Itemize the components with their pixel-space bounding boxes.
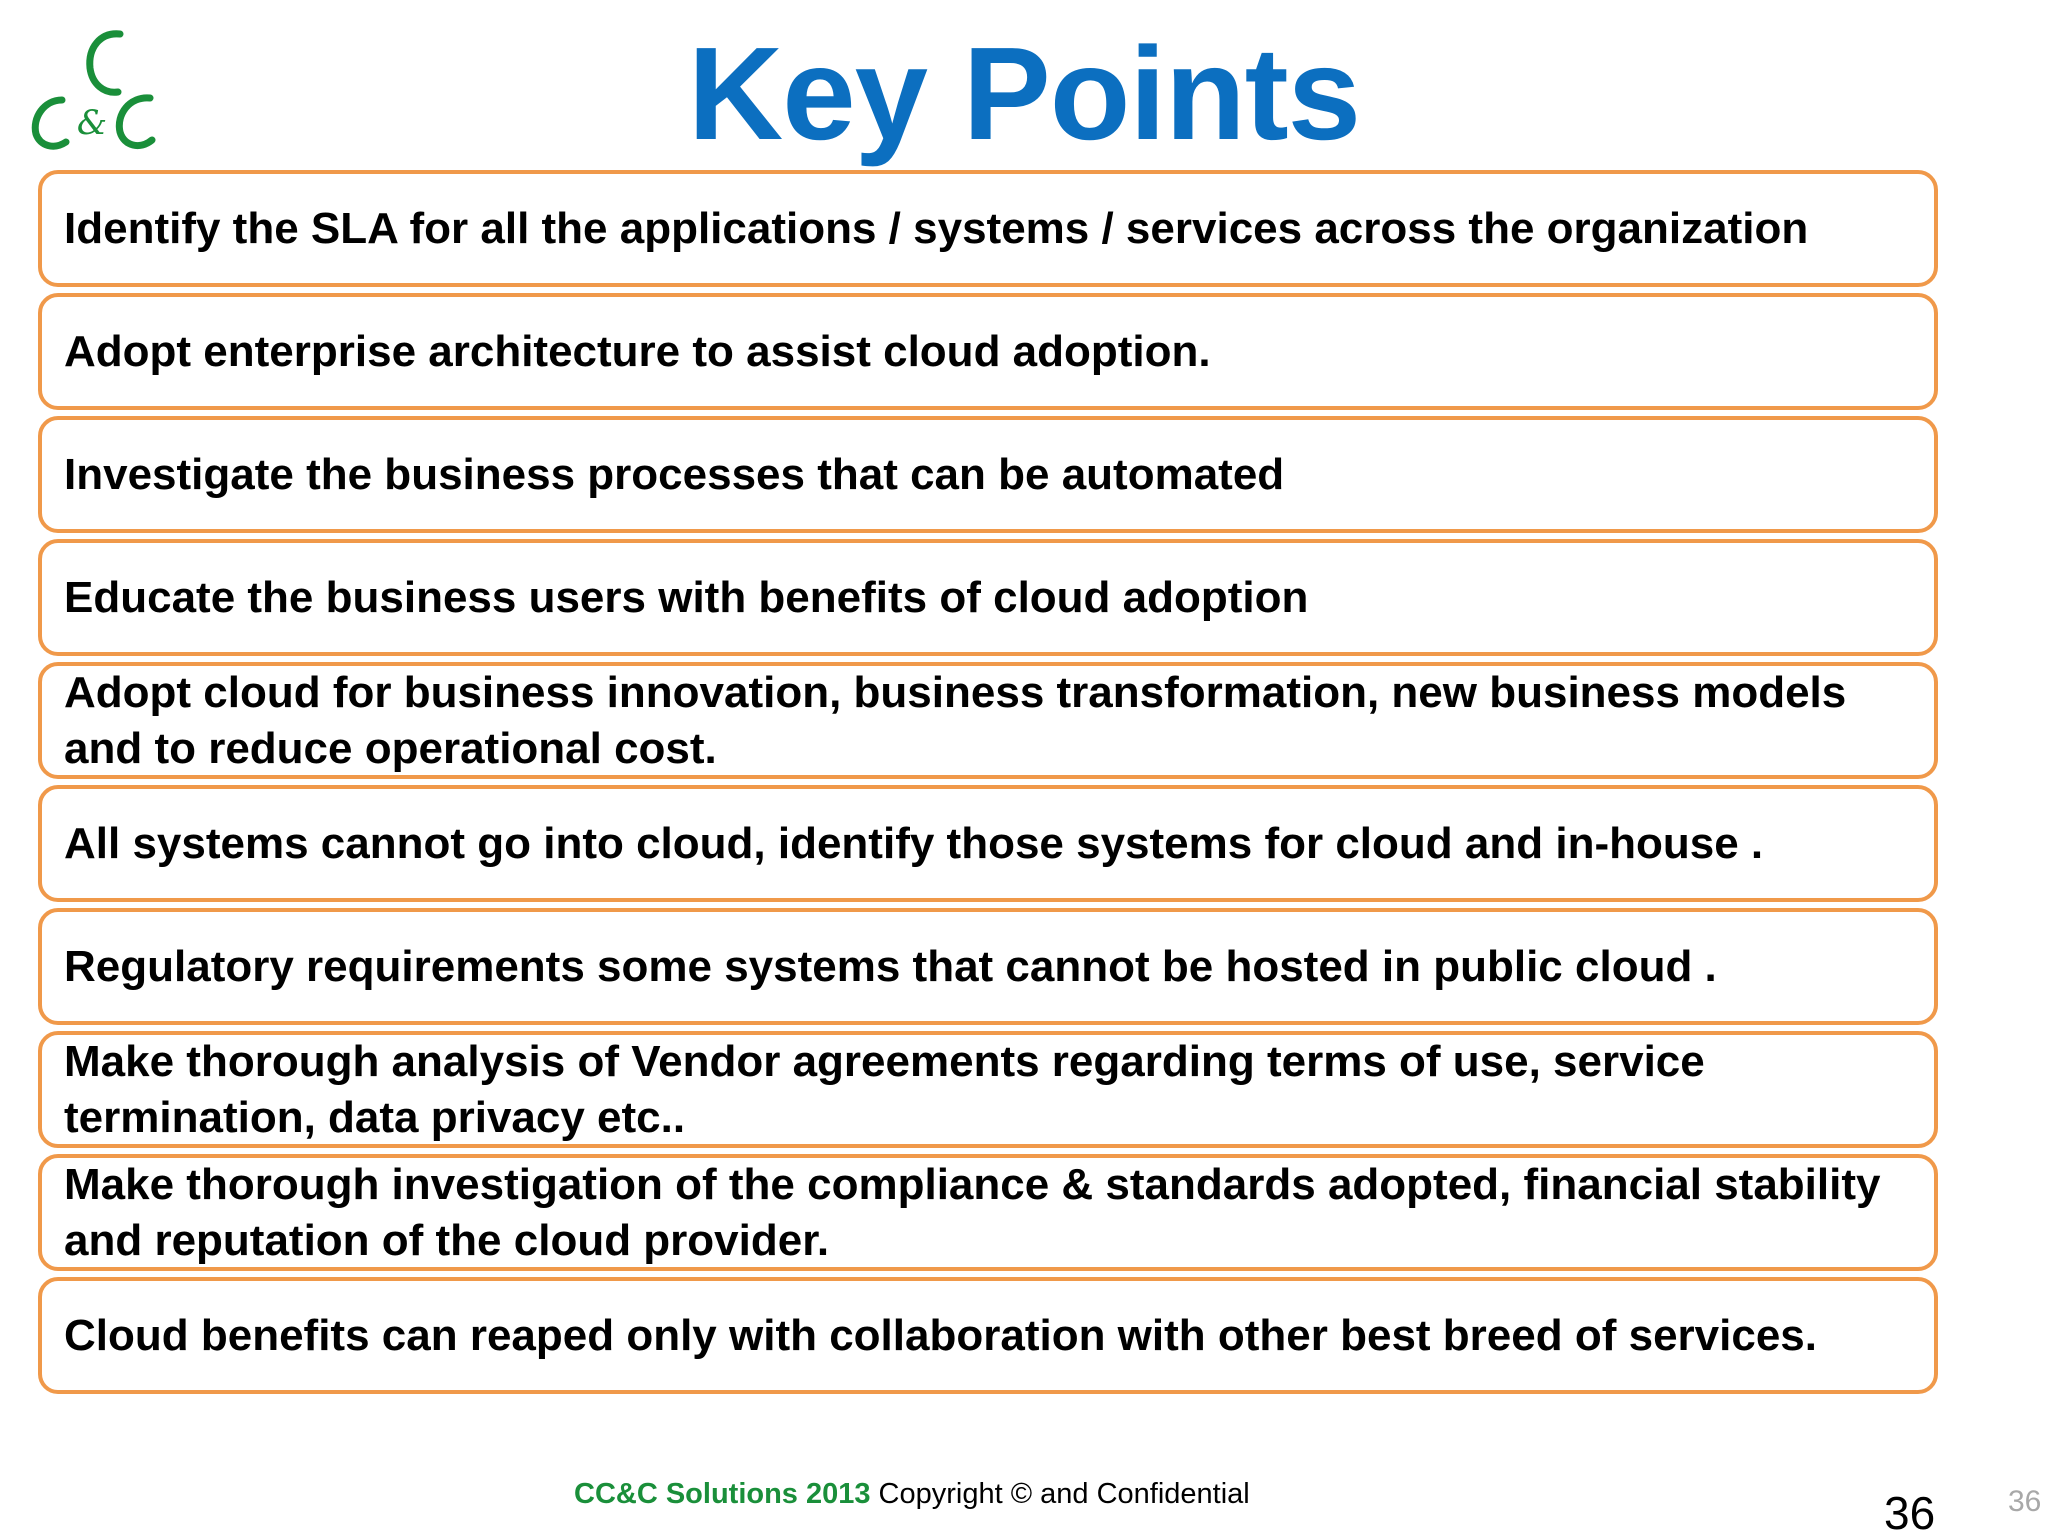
key-point-text: Make thorough analysis of Vendor agreements regarding terms of use, service termination, data privacy etc.. xyxy=(64,1036,1705,1142)
key-points-list xyxy=(38,170,1938,1400)
key-point-item xyxy=(38,1031,1938,1148)
key-point-text: Adopt enterprise architecture to assist cloud adoption. xyxy=(64,326,1211,376)
key-point-text: Adopt cloud for business innovation, business transformation, new business models and to reduce operational cost. xyxy=(64,667,1847,773)
footer-copyright xyxy=(574,1476,1250,1512)
page-number: 36 xyxy=(1884,1487,1936,1539)
key-point-item xyxy=(38,908,1938,1025)
svg-text:&: & xyxy=(76,103,108,143)
key-point-item xyxy=(38,662,1938,779)
key-point-text: Investigate the business processes that can be automated xyxy=(64,449,1285,499)
key-point-text: Identify the SLA for all the applications / systems / services across the organization xyxy=(64,203,1809,253)
key-point-item xyxy=(38,416,1938,533)
key-point-item xyxy=(38,170,1938,287)
key-point-text: Cloud benefits can reaped only with collaboration with other best breed of services. xyxy=(64,1310,1817,1360)
key-point-item xyxy=(38,785,1938,902)
key-point-item xyxy=(38,1277,1938,1394)
key-point-text: Regulatory requirements some systems that cannot be hosted in public cloud . xyxy=(64,941,1717,991)
key-point-item xyxy=(38,293,1938,410)
key-point-text: All systems cannot go into cloud, identify those systems for cloud and in-house . xyxy=(64,818,1764,868)
key-point-text: Educate the business users with benefits of cloud adoption xyxy=(64,572,1309,622)
page-number-small: 36 xyxy=(2008,1485,2042,1518)
key-point-item xyxy=(38,539,1938,656)
key-point-item xyxy=(38,1154,1938,1271)
footer-brand: CC&C Solutions 2013 xyxy=(574,1478,871,1510)
footer-text: Copyright © and Confidential xyxy=(870,1478,1250,1510)
slide-title: Key Points xyxy=(687,20,1361,167)
key-point-text: Make thorough investigation of the compliance & standards adopted, financial stability and reputation of the cloud provider. xyxy=(64,1159,1881,1265)
